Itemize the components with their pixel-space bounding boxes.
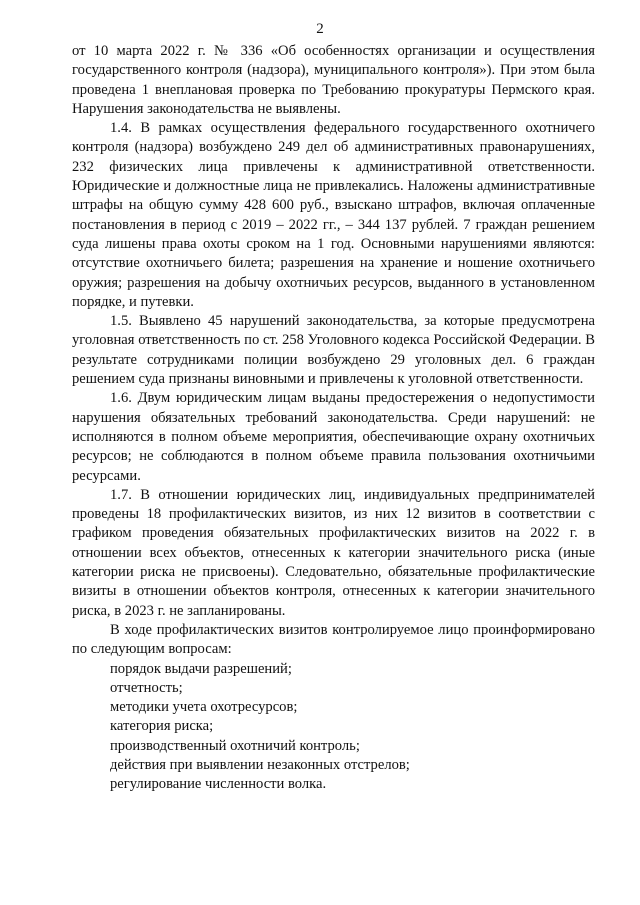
document-body (72, 42, 595, 795)
list-item: производственный охотничий контроль; (110, 737, 360, 754)
paragraph-visits-intro: В ходе профилактических визитов контролируемое лицо проинформировано по следующим вопросам: (72, 621, 595, 658)
list-item: методики учета охотресурсов; (110, 699, 298, 716)
paragraph-1-7: 1.7. В отношении юридических лиц, индивидуальных предпринимателей проведены 18 профилактических визитов, из них 12 визитов в соответствии с графиком проведения обязательных профилактических визитов на 2022 г. в отношении всех объектов, отнесенных к категории значительного риска (иные категории риска не присвоены). Следовательно, обязательные профилактические визиты в отношении объектов контроля, отнесенных к категории значительного риска, в 2023 г. не запланированы. (72, 486, 595, 619)
paragraph-1-5: 1.5. Выявлено 45 нарушений законодательства, за которые предусмотрена уголовная ответственность по ст. 258 Уголовного кодекса Российской Федерации. В результате сотрудниками полиции возбуждено 29 уголовных дел. 6 граждан решением суда признаны виновными и привлечены к уголовной ответственности. (72, 313, 595, 388)
list-item: действия при выявлении незаконных отстрелов; (110, 756, 410, 773)
list-item: регулирование численности волка. (110, 776, 327, 793)
paragraph-1-4: 1.4. В рамках осуществления федерального государственного охотничего контроля (надзора) возбуждено 249 дел об административных правонарушениях, 232 физических лица привлечены к административной ответственности. Юридические и должностные лица не привлекались. Наложены административные штрафы на общую сумму 428 600 руб., взыскано штрафов, включая оплаченные постановления в период с 2019 – 2022 гг., – 344 137 рублей. 7 граждан решением суда лишены права охоты сроком на 1 год. Основными нарушениями являются: отсутствие охотничьего билета; разрешения на хранение и ношение охотничьего оружия; разрешения на добычу охотничьих ресурсов, выданного в установленном порядке, и путевки. (72, 120, 595, 310)
page-number: 2 (316, 21, 324, 37)
paragraph-1-6: 1.6. Двум юридическим лицам выданы предостережения о недопустимости нарушения обязательных требований законодательства. Среди нарушений: не исполняются в полном объеме мероприятия, обеспечивающие охрану охотничьих ресурсов; не соблюдаются в полном объеме правила пользования охотничьими ресурсами. (72, 390, 595, 484)
list-item: категория риска; (110, 718, 214, 735)
paragraph-continuation: от 10 марта 2022 г. № 336 «Об особенностях организации и осуществления государственного контроля (надзора), муниципального контроля»). При этом была проведена 1 внеплановая проверка по Требованию прокуратуры Пермского края. Нарушения законодательства не выявлены. (72, 43, 595, 117)
list-item: порядок выдачи разрешений; (110, 660, 292, 677)
topics-list (72, 660, 595, 795)
list-item: отчетность; (110, 679, 183, 696)
